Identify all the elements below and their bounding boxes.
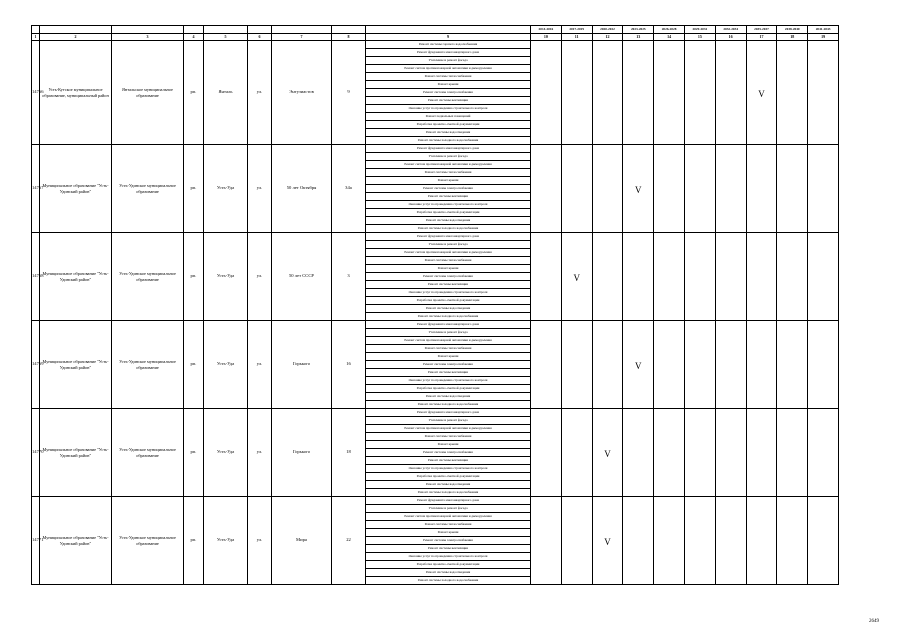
scheduled-period-mark: V	[635, 184, 642, 195]
header-blank-cell	[204, 26, 248, 34]
street-name: Горького	[272, 409, 332, 497]
column-number-cell: 16	[715, 34, 746, 41]
work-type-cell: Ремонт фундамента многоквартирного дома	[366, 233, 531, 241]
work-type-cell: Ремонт фундамента многоквартирного дома	[366, 497, 531, 505]
work-type-cell: Ремонт фундамента многоквартирного дома	[366, 321, 531, 329]
period-mark-cell	[654, 497, 685, 585]
period-mark-cell	[654, 233, 685, 321]
work-type-cell: Ремонт системы водоотведения	[366, 305, 531, 313]
period-mark-cell	[746, 497, 777, 585]
work-type-cell: Утепление и ремонт фасада	[366, 505, 531, 513]
period-mark-cell	[746, 145, 777, 233]
record-id: 14767	[32, 145, 40, 233]
period-mark-cell	[746, 409, 777, 497]
work-row	[32, 409, 839, 417]
house-number: 9	[332, 41, 366, 145]
column-number-row	[32, 34, 839, 41]
municipal-formation: Усть-Удинское муниципальное образование	[112, 497, 184, 585]
period-mark-cell	[592, 321, 623, 409]
period-mark-cell	[531, 145, 562, 233]
column-number-cell: 17	[746, 34, 777, 41]
period-header-cell: 2023-2025	[623, 26, 654, 34]
municipal-formation: Янтальское муниципальное образование	[112, 41, 184, 145]
work-type-cell: Ремонт системы теплоснабжения	[366, 169, 531, 177]
record-id: 14768	[32, 233, 40, 321]
settlement-type: рп.	[184, 321, 204, 409]
column-number-cell: 3	[112, 34, 184, 41]
work-type-cell: Ремонт крыши	[366, 81, 531, 89]
work-type-cell: Утепление и ремонт фасада	[366, 417, 531, 425]
work-type-cell: Ремонт крыши	[366, 265, 531, 273]
header-blank-cell	[248, 26, 272, 34]
work-type-cell: Ремонт системы водоотведения	[366, 569, 531, 577]
work-type-cell: Ремонт системы холодного водоснабжения	[366, 577, 531, 585]
record-id: 14766	[32, 41, 40, 145]
settlement-name: Усть-Уда	[204, 145, 248, 233]
work-type-cell: Ремонт систем противопожарной автоматики и дымоудаления	[366, 65, 531, 73]
street-type: ул.	[248, 497, 272, 585]
work-type-cell: Ремонт систем противопожарной автоматики и дымоудаления	[366, 161, 531, 169]
capital-repair-program-table	[31, 25, 839, 585]
work-type-cell: Ремонт систем противопожарной автоматики и дымоудаления	[366, 425, 531, 433]
work-type-cell: Ремонт систем противопожарной автоматики и дымоудаления	[366, 513, 531, 521]
house-number: 22	[332, 497, 366, 585]
street-name: Мира	[272, 497, 332, 585]
work-type-cell: Ремонт крыши	[366, 529, 531, 537]
scheduled-period-mark: V	[604, 448, 611, 459]
column-number-cell: 15	[684, 34, 715, 41]
settlement-type: рп.	[184, 145, 204, 233]
period-mark-cell	[561, 233, 592, 321]
work-type-cell: Ремонт крыши	[366, 441, 531, 449]
period-mark-cell	[623, 321, 654, 409]
work-type-cell: Ремонт системы теплоснабжения	[366, 73, 531, 81]
municipal-district: Усть-Кутское муниципальное образование, муниципальный район	[40, 41, 112, 145]
work-type-cell: Оказание услуг по проведению строительного контроля	[366, 465, 531, 473]
settlement-type: рп.	[184, 497, 204, 585]
column-number-cell: 6	[248, 34, 272, 41]
work-type-cell: Ремонт крыши	[366, 353, 531, 361]
work-type-cell: Ремонт крыши	[366, 177, 531, 185]
work-type-cell: Ремонт системы водоотведения	[366, 481, 531, 489]
municipal-formation: Усть-Удинское муниципальное образование	[112, 233, 184, 321]
work-type-cell: Оказание услуг по проведению строительного контроля	[366, 289, 531, 297]
work-type-cell: Ремонт системы электроснабжения	[366, 361, 531, 369]
period-mark-cell	[592, 497, 623, 585]
period-mark-cell	[715, 497, 746, 585]
column-number-cell: 9	[366, 34, 531, 41]
period-mark-cell	[592, 41, 623, 145]
municipal-district: Муниципальное образование "Усть-Удинский район"	[40, 145, 112, 233]
street-type: ул.	[248, 41, 272, 145]
municipal-formation: Усть-Удинское муниципальное образование	[112, 145, 184, 233]
work-type-cell: Ремонт системы холодного водоснабжения	[366, 137, 531, 145]
work-type-cell: Ремонт системы холодного водоснабжения	[366, 313, 531, 321]
period-header-cell: 2041-2043	[808, 26, 839, 34]
settlement-type: рп.	[184, 409, 204, 497]
work-type-cell: Разработка проектно-сметной документации	[366, 297, 531, 305]
record-id: 14769	[32, 321, 40, 409]
work-row	[32, 497, 839, 505]
column-number-cell: 18	[777, 34, 808, 41]
work-type-cell: Ремонт системы вентиляции	[366, 369, 531, 377]
work-type-cell: Ремонт системы теплоснабжения	[366, 433, 531, 441]
street-name: 50 лет СССР	[272, 233, 332, 321]
period-mark-cell	[684, 41, 715, 145]
work-row	[32, 41, 839, 49]
work-type-cell: Ремонт системы водоотведения	[366, 217, 531, 225]
period-mark-cell	[777, 497, 808, 585]
period-mark-cell	[561, 145, 592, 233]
column-number-cell: 12	[592, 34, 623, 41]
work-type-cell: Разработка проектно-сметной документации	[366, 121, 531, 129]
period-mark-cell	[531, 321, 562, 409]
period-header-cell: 2038-2040	[777, 26, 808, 34]
work-type-cell: Оказание услуг по проведению строительного контроля	[366, 105, 531, 113]
street-type: ул.	[248, 321, 272, 409]
municipal-district: Муниципальное образование "Усть-Удинский район"	[40, 233, 112, 321]
period-header-row	[32, 26, 839, 34]
period-mark-cell	[684, 409, 715, 497]
house-number: 18	[332, 409, 366, 497]
column-number-cell: 2	[40, 34, 112, 41]
settlement-type: рп.	[184, 41, 204, 145]
settlement-name: Усть-Уда	[204, 233, 248, 321]
work-type-cell: Оказание услуг по проведению строительного контроля	[366, 553, 531, 561]
work-type-cell: Ремонт системы водоотведения	[366, 393, 531, 401]
period-mark-cell	[777, 233, 808, 321]
period-mark-cell	[684, 497, 715, 585]
column-number-cell: 13	[623, 34, 654, 41]
work-type-cell: Ремонт систем противопожарной автоматики и дымоудаления	[366, 249, 531, 257]
work-type-cell: Ремонт системы электроснабжения	[366, 273, 531, 281]
period-mark-cell	[715, 321, 746, 409]
period-mark-cell	[561, 41, 592, 145]
work-type-cell: Оказание услуг по проведению строительного контроля	[366, 377, 531, 385]
settlement-type: рп.	[184, 233, 204, 321]
column-number-cell: 11	[561, 34, 592, 41]
work-type-cell: Утепление и ремонт фасада	[366, 153, 531, 161]
period-mark-cell	[808, 233, 839, 321]
settlement-name: Усть-Уда	[204, 409, 248, 497]
house-number: 34а	[332, 145, 366, 233]
work-type-cell: Ремонт системы электроснабжения	[366, 89, 531, 97]
municipal-district: Муниципальное образование "Усть-Удинский район"	[40, 321, 112, 409]
work-type-cell: Ремонт системы холодного водоснабжения	[366, 225, 531, 233]
work-type-cell: Ремонт системы холодного водоснабжения	[366, 401, 531, 409]
period-header-cell: 2014-2016	[531, 26, 562, 34]
work-type-cell: Ремонт системы холодного водоснабжения	[366, 489, 531, 497]
period-mark-cell	[746, 41, 777, 145]
work-type-cell: Ремонт системы вентиляции	[366, 193, 531, 201]
municipal-district: Муниципальное образование "Усть-Удинский район"	[40, 409, 112, 497]
column-number-cell: 7	[272, 34, 332, 41]
municipal-formation: Усть-Удинское муниципальное образование	[112, 409, 184, 497]
work-type-cell: Ремонт системы вентиляции	[366, 545, 531, 553]
record-id: 14770	[32, 409, 40, 497]
work-type-cell: Разработка проектно-сметной документации	[366, 473, 531, 481]
period-mark-cell	[654, 321, 685, 409]
work-type-cell: Ремонт системы теплоснабжения	[366, 257, 531, 265]
period-mark-cell	[808, 321, 839, 409]
period-mark-cell	[654, 41, 685, 145]
period-mark-cell	[684, 233, 715, 321]
street-name: 50 лет Октября	[272, 145, 332, 233]
period-mark-cell	[746, 321, 777, 409]
period-mark-cell	[592, 409, 623, 497]
work-type-cell: Ремонт системы вентиляции	[366, 457, 531, 465]
period-mark-cell	[808, 41, 839, 145]
work-type-cell: Ремонт системы электроснабжения	[366, 185, 531, 193]
house-number: 3	[332, 233, 366, 321]
page-number: 2649	[869, 619, 879, 624]
period-header-cell: 2020-2022	[592, 26, 623, 34]
period-mark-cell	[561, 321, 592, 409]
period-mark-cell	[715, 409, 746, 497]
column-number-cell: 8	[332, 34, 366, 41]
period-mark-cell	[777, 409, 808, 497]
work-type-cell: Ремонт системы электроснабжения	[366, 449, 531, 457]
period-mark-cell	[715, 145, 746, 233]
work-type-cell: Разработка проектно-сметной документации	[366, 561, 531, 569]
period-header-cell: 2035-2037	[746, 26, 777, 34]
period-mark-cell	[715, 41, 746, 145]
period-mark-cell	[531, 497, 562, 585]
header-blank-cell	[332, 26, 366, 34]
street-name: Энтузиастов	[272, 41, 332, 145]
settlement-name: Усть-Уда	[204, 321, 248, 409]
work-row	[32, 233, 839, 241]
work-type-cell: Ремонт фундамента многоквартирного дома	[366, 49, 531, 57]
period-mark-cell	[623, 409, 654, 497]
work-type-cell: Оказание услуг по проведению строительного контроля	[366, 201, 531, 209]
period-mark-cell	[623, 145, 654, 233]
period-mark-cell	[684, 145, 715, 233]
work-type-cell: Ремонт фундамента многоквартирного дома	[366, 409, 531, 417]
column-number-cell: 19	[808, 34, 839, 41]
period-mark-cell	[623, 41, 654, 145]
period-mark-cell	[531, 409, 562, 497]
work-type-cell: Разработка проектно-сметной документации	[366, 385, 531, 393]
work-type-cell: Ремонт системы вентиляции	[366, 281, 531, 289]
street-type: ул.	[248, 145, 272, 233]
period-mark-cell	[531, 233, 562, 321]
scheduled-period-mark: V	[758, 88, 765, 99]
period-mark-cell	[777, 321, 808, 409]
period-mark-cell	[623, 497, 654, 585]
period-header-cell: 2017-2019	[561, 26, 592, 34]
period-mark-cell	[777, 41, 808, 145]
work-type-cell: Ремонт системы водоотведения	[366, 129, 531, 137]
period-header-cell: 2032-2034	[715, 26, 746, 34]
street-name: Горького	[272, 321, 332, 409]
column-number-cell: 4	[184, 34, 204, 41]
work-type-cell: Ремонт систем противопожарной автоматики и дымоудаления	[366, 337, 531, 345]
period-mark-cell	[808, 409, 839, 497]
work-type-cell: Ремонт подвальных помещений	[366, 113, 531, 121]
column-number-cell: 10	[531, 34, 562, 41]
column-number-cell: 14	[654, 34, 685, 41]
work-type-cell: Ремонт системы вентиляции	[366, 97, 531, 105]
period-mark-cell	[654, 409, 685, 497]
work-type-cell: Ремонт системы горячего водоснабжения	[366, 41, 531, 49]
period-mark-cell	[808, 497, 839, 585]
period-mark-cell	[746, 233, 777, 321]
scheduled-period-mark: V	[604, 536, 611, 547]
work-type-cell: Утепление и ремонт фасада	[366, 57, 531, 65]
settlement-name: Янталь	[204, 41, 248, 145]
street-type: ул.	[248, 233, 272, 321]
work-type-cell: Ремонт системы теплоснабжения	[366, 345, 531, 353]
period-mark-cell	[592, 145, 623, 233]
work-type-cell: Ремонт системы теплоснабжения	[366, 521, 531, 529]
period-mark-cell	[654, 145, 685, 233]
work-type-cell: Ремонт системы электроснабжения	[366, 537, 531, 545]
record-id: 14771	[32, 497, 40, 585]
house-number: 16	[332, 321, 366, 409]
municipal-district: Муниципальное образование "Усть-Удинский район"	[40, 497, 112, 585]
work-row	[32, 145, 839, 153]
period-header-cell: 2029-2031	[684, 26, 715, 34]
period-mark-cell	[777, 145, 808, 233]
header-blank-cell	[40, 26, 112, 34]
header-blank-cell	[272, 26, 332, 34]
work-type-cell: Разработка проектно-сметной документации	[366, 209, 531, 217]
column-number-cell: 1	[32, 34, 40, 41]
scheduled-period-mark: V	[573, 272, 580, 283]
period-mark-cell	[715, 233, 746, 321]
work-type-cell: Ремонт фундамента многоквартирного дома	[366, 145, 531, 153]
settlement-name: Усть-Уда	[204, 497, 248, 585]
municipal-formation: Усть-Удинское муниципальное образование	[112, 321, 184, 409]
header-blank-cell	[366, 26, 531, 34]
period-mark-cell	[561, 409, 592, 497]
header-blank-cell	[112, 26, 184, 34]
work-type-cell: Утепление и ремонт фасада	[366, 329, 531, 337]
column-number-cell: 5	[204, 34, 248, 41]
header-blank-cell	[32, 26, 40, 34]
period-mark-cell	[623, 233, 654, 321]
header-blank-cell	[184, 26, 204, 34]
work-row	[32, 321, 839, 329]
period-mark-cell	[808, 145, 839, 233]
work-type-cell: Утепление и ремонт фасада	[366, 241, 531, 249]
period-mark-cell	[684, 321, 715, 409]
street-type: ул.	[248, 409, 272, 497]
period-mark-cell	[531, 41, 562, 145]
period-mark-cell	[561, 497, 592, 585]
period-mark-cell	[592, 233, 623, 321]
scheduled-period-mark: V	[635, 360, 642, 371]
period-header-cell: 2026-2028	[654, 26, 685, 34]
